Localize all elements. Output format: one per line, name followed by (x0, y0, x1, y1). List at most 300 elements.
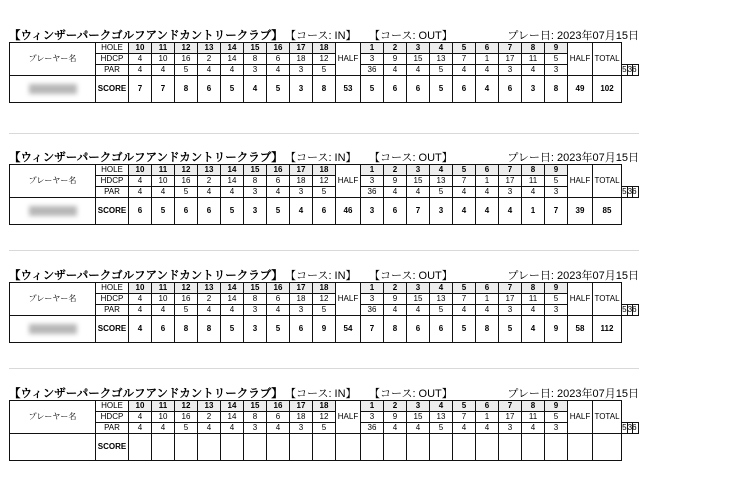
out-score: 8 (476, 316, 499, 343)
play-date: プレー日: 2023年07月15日 (507, 152, 639, 164)
out-hdcp-value: 17 (499, 294, 522, 305)
in-score: 4 (129, 316, 152, 343)
in-score: 5 (152, 198, 175, 225)
in-half-label: HALF (336, 283, 361, 316)
in-hdcp-value: 8 (244, 176, 267, 187)
out-hdcp-value: 13 (430, 412, 453, 423)
out-hole-number: 9 (545, 43, 568, 54)
in-hdcp-value: 8 (244, 54, 267, 65)
in-hole-number: 15 (244, 283, 267, 294)
in-score: 8 (313, 76, 336, 103)
in-hdcp-value: 2 (198, 412, 221, 423)
total-score: 102 (593, 76, 622, 103)
out-hole-number: 3 (407, 401, 430, 412)
in-hdcp-value: 14 (221, 176, 244, 187)
in-score (221, 434, 244, 461)
score-label: SCORE (96, 316, 129, 343)
in-score (152, 434, 175, 461)
in-hdcp-value: 2 (198, 176, 221, 187)
out-par-value: 5 (622, 187, 627, 196)
out-half-label: HALF (568, 401, 593, 434)
in-hole-number: 12 (175, 165, 198, 176)
scorecard-header (9, 382, 639, 400)
in-hdcp-value: 12 (313, 54, 336, 65)
in-par-value: 3 (290, 305, 313, 316)
in-hole-number: 14 (221, 165, 244, 176)
blurred-player-name (29, 206, 77, 216)
in-hole-number: 10 (129, 283, 152, 294)
in-par-value: 5 (313, 187, 336, 198)
out-par-value: 3 (499, 305, 522, 316)
in-par-value: 4 (152, 305, 175, 316)
out-hole-number: 2 (384, 165, 407, 176)
in-hole-number: 16 (267, 283, 290, 294)
out-par-value: 4 (407, 305, 430, 316)
out-par-value: 4 (384, 305, 407, 316)
in-hdcp-value: 12 (313, 176, 336, 187)
out-hdcp-value: 13 (430, 294, 453, 305)
in-hole-number: 13 (198, 401, 221, 412)
out-par-value: 5 (622, 423, 627, 432)
par-label: PAR (96, 65, 129, 76)
out-score (545, 434, 568, 461)
in-score: 5 (221, 76, 244, 103)
out-par-value: 3 (545, 305, 568, 316)
in-par-value: 4 (267, 305, 290, 316)
out-hole-number: 5 (453, 401, 476, 412)
in-hdcp-value: 18 (290, 54, 313, 65)
out-score (407, 434, 430, 461)
in-par-value: 4 (152, 187, 175, 198)
scorecard-table (9, 42, 639, 103)
in-hole-number: 12 (175, 283, 198, 294)
in-par-half: 36 (361, 305, 384, 316)
in-par-half: 36 (361, 65, 384, 76)
in-par-value: 4 (221, 423, 244, 434)
in-hdcp-value: 8 (244, 412, 267, 423)
in-hole-number: 12 (175, 401, 198, 412)
out-hdcp-value: 17 (499, 412, 522, 423)
in-hole-number: 13 (198, 165, 221, 176)
in-score: 8 (175, 76, 198, 103)
in-par-value: 4 (152, 65, 175, 76)
out-hdcp-value: 7 (453, 176, 476, 187)
in-par-value: 4 (129, 305, 152, 316)
out-score: 5 (499, 316, 522, 343)
out-score: 7 (407, 198, 430, 225)
club-name: 【ウィンザーパークゴルフアンドカントリークラブ】 (9, 270, 283, 282)
course-out-label: 【コース: OUT】 (369, 30, 453, 42)
in-hdcp-value: 6 (267, 176, 290, 187)
scorecard-table (9, 164, 639, 225)
out-hdcp-value: 5 (545, 412, 568, 423)
in-par-value: 4 (221, 65, 244, 76)
out-score: 1 (522, 198, 545, 225)
out-par-value: 4 (476, 65, 499, 76)
out-half-label: HALF (568, 165, 593, 198)
out-par-value: 4 (453, 423, 476, 434)
out-par-value: 4 (453, 187, 476, 198)
out-hole-number: 2 (384, 283, 407, 294)
in-score: 7 (152, 76, 175, 103)
out-half-score: 49 (568, 76, 593, 103)
out-par-value: 3 (545, 423, 568, 434)
out-hole-number: 4 (430, 165, 453, 176)
out-par-value: 4 (476, 187, 499, 198)
out-hole-number: 6 (476, 43, 499, 54)
out-hdcp-value: 17 (499, 176, 522, 187)
in-hdcp-value: 12 (313, 294, 336, 305)
out-score: 6 (430, 316, 453, 343)
out-hole-number: 3 (407, 165, 430, 176)
par-row (10, 187, 639, 198)
out-hdcp-value: 5 (545, 54, 568, 65)
out-par-value: 4 (384, 65, 407, 76)
out-par-value: 3 (499, 423, 522, 434)
in-hole-number: 10 (129, 401, 152, 412)
in-score: 6 (198, 198, 221, 225)
course-in-label: 【コース: IN】 (285, 388, 357, 400)
out-score: 9 (545, 316, 568, 343)
out-hole-number: 4 (430, 283, 453, 294)
in-half-label: HALF (336, 401, 361, 434)
out-par-value: 4 (522, 305, 545, 316)
out-hdcp-value: 9 (384, 294, 407, 305)
in-score: 6 (313, 198, 336, 225)
out-hdcp-value: 9 (384, 176, 407, 187)
in-hdcp-value: 16 (175, 176, 198, 187)
in-hole-number: 13 (198, 43, 221, 54)
out-hole-number: 5 (453, 43, 476, 54)
in-hole-number: 18 (313, 283, 336, 294)
in-score (290, 434, 313, 461)
hole-label: HOLE (96, 43, 129, 54)
par-label: PAR (96, 423, 129, 434)
out-hole-number: 5 (453, 165, 476, 176)
in-score (313, 434, 336, 461)
in-hdcp-value: 12 (313, 412, 336, 423)
play-date: プレー日: 2023年07月15日 (507, 388, 639, 400)
out-score: 6 (407, 76, 430, 103)
out-score: 6 (453, 76, 476, 103)
out-score: 6 (384, 198, 407, 225)
out-hole-number: 9 (545, 401, 568, 412)
out-par-value: 5 (622, 65, 627, 74)
in-par-value: 5 (313, 305, 336, 316)
out-par-value: 5 (430, 423, 453, 434)
in-score: 3 (290, 76, 313, 103)
player-name (10, 316, 96, 343)
par-label: PAR (96, 187, 129, 198)
out-score: 5 (453, 316, 476, 343)
in-half-label: HALF (336, 43, 361, 76)
out-score: 8 (384, 316, 407, 343)
in-par-half: 36 (361, 423, 384, 434)
out-half-score: 39 (568, 198, 593, 225)
in-score: 6 (175, 198, 198, 225)
in-hole-number: 16 (267, 165, 290, 176)
in-par-value: 4 (129, 187, 152, 198)
out-par-value: 4 (407, 187, 430, 198)
out-hdcp-value: 13 (430, 54, 453, 65)
in-hdcp-value: 18 (290, 412, 313, 423)
score-label: SCORE (96, 76, 129, 103)
par-row (10, 423, 639, 434)
out-half-label: HALF (568, 283, 593, 316)
in-par-value: 4 (198, 305, 221, 316)
in-par-value: 3 (290, 65, 313, 76)
course-out-label: 【コース: OUT】 (369, 388, 453, 400)
in-hole-number: 17 (290, 283, 313, 294)
out-score (384, 434, 407, 461)
out-par-value: 5 (622, 305, 627, 314)
scorecard-1 (9, 24, 639, 103)
in-par-value: 4 (129, 423, 152, 434)
hole-row (10, 283, 639, 294)
in-score: 6 (290, 316, 313, 343)
play-date: プレー日: 2023年07月15日 (507, 30, 639, 42)
in-score: 3 (244, 316, 267, 343)
out-score: 4 (476, 76, 499, 103)
out-hole-number: 9 (545, 283, 568, 294)
out-par-value: 4 (384, 187, 407, 198)
out-hdcp-value: 11 (522, 176, 545, 187)
total-score (593, 434, 622, 461)
out-par-half: 36 (627, 423, 637, 432)
out-hdcp-value: 5 (545, 176, 568, 187)
in-hdcp-value: 16 (175, 294, 198, 305)
in-par-value: 4 (152, 423, 175, 434)
in-hdcp-value: 14 (221, 412, 244, 423)
in-hole-number: 14 (221, 401, 244, 412)
out-hdcp-value: 15 (407, 412, 430, 423)
in-hole-number: 18 (313, 401, 336, 412)
in-hole-number: 11 (152, 165, 175, 176)
out-par-value: 5 (430, 305, 453, 316)
in-par-value: 5 (313, 65, 336, 76)
hole-row (10, 43, 639, 54)
in-score (198, 434, 221, 461)
player-name-label: プレーヤー名 (10, 283, 96, 316)
blurred-player-name (29, 324, 77, 334)
in-hdcp-value: 10 (152, 176, 175, 187)
in-par-value: 4 (267, 187, 290, 198)
out-hole-number: 9 (545, 165, 568, 176)
out-par-value: 3 (545, 187, 568, 198)
out-score: 7 (361, 316, 384, 343)
out-score: 3 (430, 198, 453, 225)
out-score: 4 (476, 198, 499, 225)
in-hole-number: 14 (221, 43, 244, 54)
in-hole-number: 10 (129, 165, 152, 176)
blurred-player-name (29, 84, 77, 94)
in-hole-number: 16 (267, 401, 290, 412)
score-row (10, 198, 639, 225)
out-hdcp-value: 15 (407, 54, 430, 65)
out-par-value: 4 (453, 65, 476, 76)
in-hole-number: 18 (313, 165, 336, 176)
out-score (499, 434, 522, 461)
out-par-value: 3 (545, 65, 568, 76)
hole-row (10, 401, 639, 412)
in-hole-number: 12 (175, 43, 198, 54)
out-score: 4 (453, 198, 476, 225)
club-name: 【ウィンザーパークゴルフアンドカントリークラブ】 (9, 30, 283, 42)
total-label: TOTAL (593, 283, 622, 316)
out-hole-number: 1 (361, 43, 384, 54)
in-hole-number: 15 (244, 165, 267, 176)
scorecard-2 (9, 146, 639, 225)
scorecard-header (9, 146, 639, 164)
out-par-value: 4 (522, 65, 545, 76)
hole-label: HOLE (96, 165, 129, 176)
in-hole-number: 18 (313, 43, 336, 54)
in-hole-number: 11 (152, 401, 175, 412)
in-half-score: 46 (336, 198, 361, 225)
in-hdcp-value: 4 (129, 412, 152, 423)
scorecard-4 (9, 382, 639, 461)
in-hdcp-value: 6 (267, 412, 290, 423)
par-label: PAR (96, 305, 129, 316)
in-hdcp-value: 10 (152, 54, 175, 65)
card-separator (9, 368, 639, 369)
total-score: 85 (593, 198, 622, 225)
out-par-value: 3 (499, 65, 522, 76)
in-hole-number: 10 (129, 43, 152, 54)
scorecard-table (9, 282, 639, 343)
in-half-label: HALF (336, 165, 361, 198)
in-hdcp-value: 16 (175, 412, 198, 423)
out-score (476, 434, 499, 461)
in-par-value: 4 (198, 187, 221, 198)
out-hdcp-value: 3 (361, 294, 384, 305)
out-par-value: 5 (430, 65, 453, 76)
in-par-half: 36 (361, 187, 384, 198)
out-hole-number: 3 (407, 43, 430, 54)
in-hdcp-value: 6 (267, 294, 290, 305)
out-hole-number: 6 (476, 401, 499, 412)
out-hdcp-value: 3 (361, 54, 384, 65)
scorecard-table (9, 400, 639, 461)
out-hole-number: 3 (407, 283, 430, 294)
score-row (10, 76, 639, 103)
out-hdcp-value: 1 (476, 294, 499, 305)
in-hole-number: 17 (290, 401, 313, 412)
out-hole-number: 1 (361, 283, 384, 294)
out-score: 5 (361, 76, 384, 103)
out-par-value: 3 (499, 187, 522, 198)
in-hdcp-value: 10 (152, 412, 175, 423)
out-score: 6 (384, 76, 407, 103)
out-par-half: 36 (627, 187, 637, 196)
out-hole-number: 2 (384, 43, 407, 54)
out-half-score: 58 (568, 316, 593, 343)
in-score: 5 (221, 198, 244, 225)
in-par-value: 5 (175, 187, 198, 198)
player-name (10, 198, 96, 225)
out-par-value: 4 (522, 187, 545, 198)
in-hdcp-value: 10 (152, 294, 175, 305)
in-hole-number: 15 (244, 43, 267, 54)
out-score: 5 (430, 76, 453, 103)
out-hdcp-value: 1 (476, 54, 499, 65)
in-par-value: 5 (313, 423, 336, 434)
play-date: プレー日: 2023年07月15日 (507, 270, 639, 282)
out-hole-number: 8 (522, 165, 545, 176)
in-par-value: 3 (290, 423, 313, 434)
in-score: 7 (129, 76, 152, 103)
out-hole-number: 8 (522, 401, 545, 412)
in-score: 6 (198, 76, 221, 103)
in-hole-number: 16 (267, 43, 290, 54)
in-half-score: 54 (336, 316, 361, 343)
in-score: 9 (313, 316, 336, 343)
club-name: 【ウィンザーパークゴルフアンドカントリークラブ】 (9, 152, 283, 164)
in-hole-number: 17 (290, 43, 313, 54)
out-par-value: 4 (407, 65, 430, 76)
out-score: 6 (499, 76, 522, 103)
out-par-value: 4 (453, 305, 476, 316)
score-label: SCORE (96, 434, 129, 461)
out-hole-number: 2 (384, 401, 407, 412)
out-score: 7 (545, 198, 568, 225)
hdcp-row (10, 294, 639, 305)
out-score: 6 (407, 316, 430, 343)
in-par-value: 4 (267, 423, 290, 434)
in-par-value: 3 (244, 187, 267, 198)
in-score: 5 (221, 316, 244, 343)
out-score: 3 (361, 198, 384, 225)
course-out-label: 【コース: OUT】 (369, 152, 453, 164)
total-label: TOTAL (593, 165, 622, 198)
course-in-label: 【コース: IN】 (285, 270, 357, 282)
in-par-value: 3 (244, 423, 267, 434)
in-hdcp-value: 6 (267, 54, 290, 65)
out-par-value: 4 (522, 423, 545, 434)
in-hdcp-value: 4 (129, 54, 152, 65)
out-hdcp-value: 1 (476, 412, 499, 423)
out-hole-number: 4 (430, 43, 453, 54)
player-name-label: プレーヤー名 (10, 401, 96, 434)
out-hdcp-value: 7 (453, 294, 476, 305)
scorecard-3 (9, 264, 639, 343)
in-score: 5 (267, 76, 290, 103)
in-score: 6 (129, 198, 152, 225)
out-half-score (568, 434, 593, 461)
hole-label: HOLE (96, 401, 129, 412)
out-hole-number: 7 (499, 43, 522, 54)
card-separator (9, 133, 639, 134)
out-hdcp-value: 13 (430, 176, 453, 187)
in-score: 4 (290, 198, 313, 225)
out-hdcp-value: 11 (522, 54, 545, 65)
player-name-label: プレーヤー名 (10, 165, 96, 198)
score-row (10, 316, 639, 343)
course-in-label: 【コース: IN】 (285, 30, 357, 42)
in-half-score: 53 (336, 76, 361, 103)
out-score: 4 (499, 198, 522, 225)
out-par-half: 36 (627, 65, 637, 74)
in-score: 5 (267, 198, 290, 225)
out-hole-number: 4 (430, 401, 453, 412)
out-score (453, 434, 476, 461)
in-hdcp-value: 14 (221, 54, 244, 65)
in-score: 5 (267, 316, 290, 343)
out-score: 4 (522, 316, 545, 343)
scorecard-header (9, 24, 639, 42)
out-par-half: 36 (627, 305, 637, 314)
hdcp-row (10, 54, 639, 65)
